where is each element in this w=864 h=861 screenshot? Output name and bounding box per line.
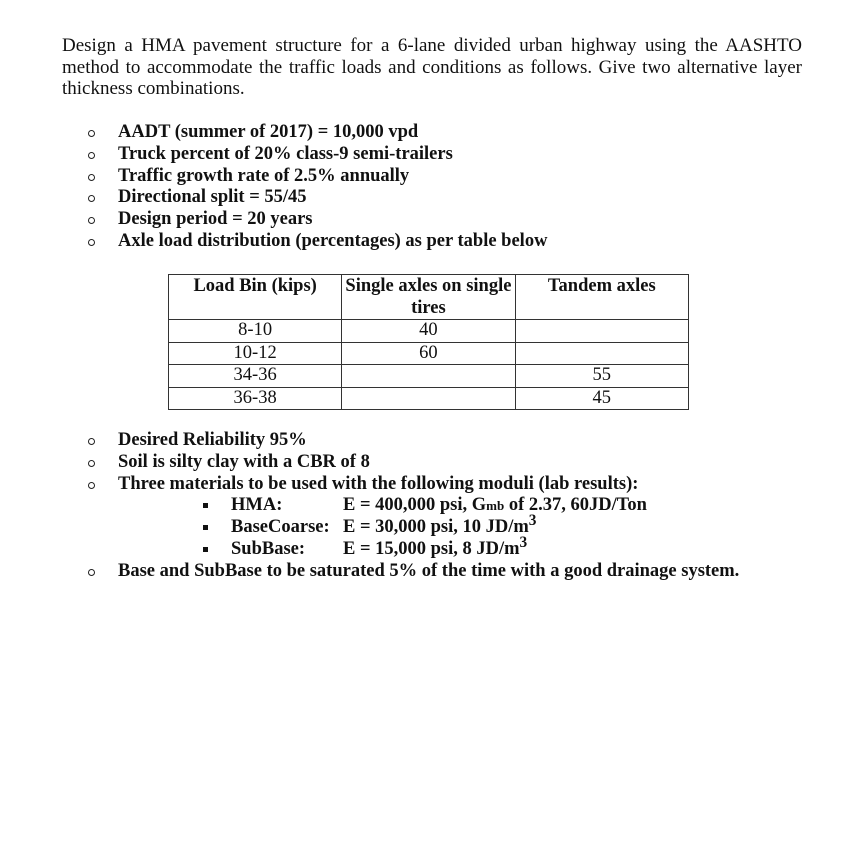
table-row bbox=[169, 320, 689, 343]
circle-bullet-icon bbox=[88, 130, 95, 137]
table-cell: 36-38 bbox=[169, 387, 342, 410]
circle-bullet-icon bbox=[88, 195, 95, 202]
square-bullet-icon bbox=[203, 525, 208, 530]
material-value: E = 15,000 psi, 8 $JD/m^3$ bbox=[343, 533, 528, 559]
column-header: Tandem axles bbox=[515, 275, 688, 320]
circle-bullet-icon bbox=[88, 174, 95, 181]
table-header-row bbox=[169, 275, 689, 320]
table-cell: 34-36 bbox=[169, 365, 342, 388]
table-cell bbox=[342, 387, 515, 410]
table-cell: 40 bbox=[342, 320, 515, 343]
material-value: E = 400,000 psi, Gmb of 2.37, 60JD/Ton bbox=[343, 495, 647, 515]
column-header: Load Bin (kips) bbox=[169, 275, 342, 320]
table-cell: 60 bbox=[342, 342, 515, 365]
material-name: SubBase: bbox=[231, 538, 306, 559]
circle-bullet-icon bbox=[88, 569, 95, 576]
circle-bullet-icon bbox=[88, 438, 95, 445]
table-cell bbox=[515, 342, 688, 365]
circle-bullet-icon bbox=[88, 460, 95, 467]
material-value: E = 30,000 psi, 10 $JD/m^3$ bbox=[343, 511, 537, 537]
table-cell: 10-12 bbox=[169, 342, 342, 365]
table-row bbox=[169, 365, 689, 388]
material-name: BaseCoarse: bbox=[231, 516, 330, 537]
circle-bullet-icon bbox=[88, 239, 95, 246]
table-cell bbox=[515, 320, 688, 343]
table-cell: 8-10 bbox=[169, 320, 342, 343]
axle-load-table bbox=[168, 274, 689, 410]
square-bullet-icon bbox=[203, 547, 208, 552]
column-header: Single axles on single tires bbox=[342, 275, 515, 320]
table-cell bbox=[342, 365, 515, 388]
circle-bullet-icon bbox=[88, 482, 95, 489]
material-name: HMA: bbox=[231, 495, 283, 515]
document-page: Design a HMA pavement structure for a 6-lane divided urban highway using the AASHTO method to accommodate the traffic loads and conditions as follows. Give two alternative layer thickness combinations. AADT (summer of 2017) = 10,000 vpd Truck percent of 20% class-9 semi-trailers Traffic growth rate of 2.5% annually Directional split = 55/45 Design period = 20 years Axle load distribution (percentages) as per table below Load Bin (kips) Single axles on single tires Tandem axles 8-10 40 10-12 60 34-36 55 36-38 45 Desired Reliability 95% Soil is silty clay with a CBR of 8 Three materials to be used with the following moduli (lab results): HMA: E = 400,000 psi, Gmb of 2.37, 60JD/Ton BaseCoarse: E = 30,000 psi, 10 $JD/m^3$ SubBase: E = 15,000 psi, 8 $JD/m^3$ Base and SubBase to be saturated 5% of the time with a good drainage system. bbox=[62, 35, 802, 581]
square-bullet-icon bbox=[203, 503, 208, 508]
table-cell: 45 bbox=[515, 387, 688, 410]
circle-bullet-icon bbox=[88, 152, 95, 159]
table-cell: 55 bbox=[515, 365, 688, 388]
table-row bbox=[169, 342, 689, 365]
circle-bullet-icon bbox=[88, 217, 95, 224]
problem-statement: Design a HMA pavement structure for a 6-lane divided urban highway using the AASHTO method to accommodate the traffic loads and conditions as follows. Give two alternative layer thickness combinations. bbox=[62, 35, 802, 99]
table-row bbox=[169, 387, 689, 410]
